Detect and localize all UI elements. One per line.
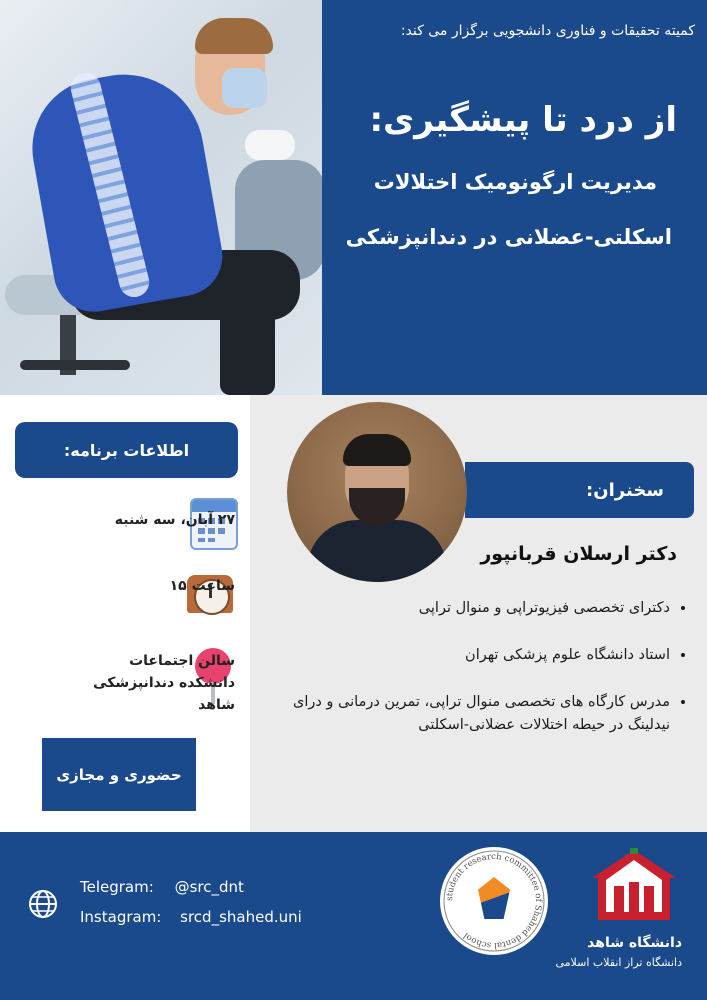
program-info-heading: اطلاعات برنامه: bbox=[15, 422, 238, 478]
event-title: از درد تا پیشگیری: bbox=[369, 100, 677, 140]
telegram-contact[interactable] bbox=[80, 878, 244, 896]
program-time: ساعت ۱۵ bbox=[169, 578, 235, 594]
attendance-mode-badge: حضوری و مجازی bbox=[42, 738, 196, 811]
dentist-shin bbox=[220, 260, 275, 395]
list-item: • استاد دانشگاه علوم پزشکی تهران bbox=[290, 644, 670, 667]
university-name-block bbox=[555, 933, 682, 973]
telegram-handle[interactable]: @src_dnt bbox=[174, 878, 244, 896]
hero-photo bbox=[0, 0, 322, 395]
instagram-contact[interactable] bbox=[80, 908, 302, 926]
instagram-handle[interactable]: srcd_shahed.uni bbox=[180, 908, 302, 926]
src-logo-ring-text: student research committee of Shahed dental school bbox=[444, 851, 544, 951]
program-date: ۲۷ آبان، سه شنبه bbox=[114, 512, 235, 528]
speaker-credentials bbox=[290, 597, 692, 761]
shahed-university-logo bbox=[590, 848, 678, 923]
telegram-label: Telegram: bbox=[80, 878, 154, 896]
organizer-text: کمیته تحقیقات و فناوری دانشجویی برگزار می کند: bbox=[400, 23, 695, 39]
src-committee-logo bbox=[440, 847, 548, 955]
university-name: دانشگاه شاهد bbox=[587, 935, 682, 951]
instagram-label: Instagram: bbox=[80, 908, 162, 926]
event-subtitle-line1: مدیریت ارگونومیک اختلالات bbox=[373, 170, 657, 194]
dental-stool-base bbox=[20, 360, 130, 370]
globe-icon bbox=[28, 889, 58, 919]
program-venue: سالن اجتماعات دانشکده دندانپزشکی شاهد bbox=[93, 653, 235, 713]
dentist-hair bbox=[195, 18, 273, 54]
speaker-avatar bbox=[287, 402, 467, 582]
speaker-name: دکتر ارسلان قربانپور bbox=[480, 543, 677, 565]
dentist-glove bbox=[245, 130, 295, 160]
speaker-label: سخنران: bbox=[586, 479, 664, 501]
dentist-mask bbox=[222, 68, 267, 108]
list-item: • دکترای تخصصی فیزیوتراپی و منوال تراپی bbox=[290, 597, 670, 620]
speaker-label-band bbox=[465, 462, 694, 518]
event-subtitle-line2: اسکلتی-عضلانی در دندانپزشکی bbox=[345, 225, 672, 249]
title-band bbox=[322, 0, 707, 395]
list-item: • مدرس کارگاه های تخصصی منوال تراپی، تمرین درمانی و درای نیدلینگ در حیطه اختلالات عضلانی-اسکلتی bbox=[290, 691, 670, 737]
university-tagline: دانشگاه تراز انقلاب اسلامی bbox=[555, 956, 682, 969]
